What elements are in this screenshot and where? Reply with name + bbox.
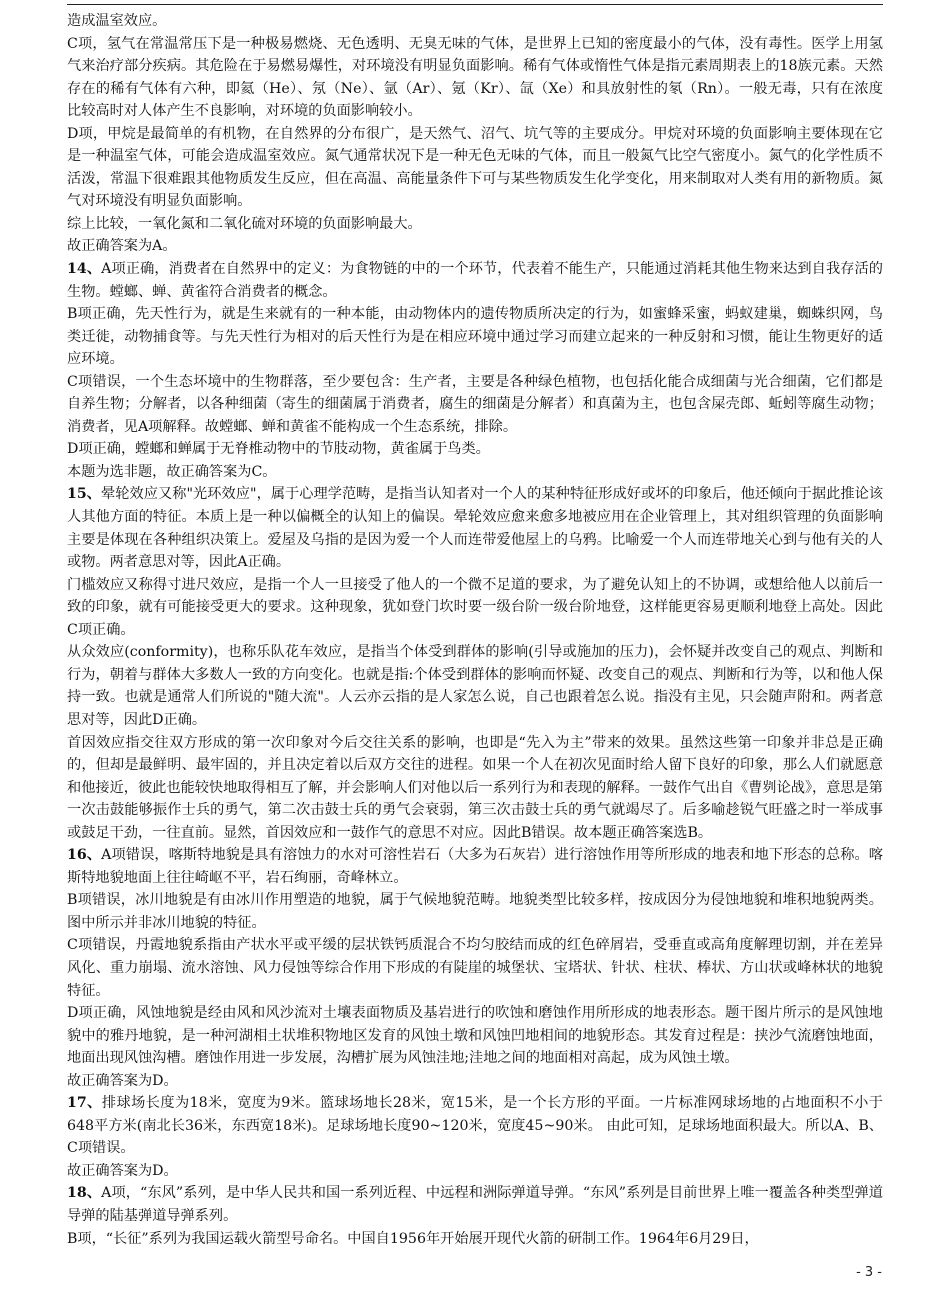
paragraph-text: 造成温室效应。 — [67, 13, 167, 29]
paragraph — [67, 574, 883, 642]
paragraph-text: 故正确答案为D。 — [67, 1072, 178, 1089]
document-body — [67, 10, 883, 1250]
paragraph-text: A项，“东风”系列，是中华人民共和国一系列近程、中远程和洲际弹道导弹。“东风”系列是目前世界上唯一覆盖各种类型弹道导弹的陆基弹道导弹系列。 — [67, 1185, 883, 1224]
paragraph — [67, 1228, 883, 1251]
page-number: - 3 - — [856, 1265, 882, 1280]
paragraph — [67, 123, 883, 213]
paragraph — [67, 371, 883, 439]
paragraph — [67, 483, 883, 573]
question-number: 18、 — [67, 1185, 102, 1202]
paragraph-text: D项正确，螳螂和蝉属于无脊椎动物中的节肢动物，黄雀属于鸟类。 — [67, 441, 490, 458]
paragraph — [67, 1092, 883, 1160]
paragraph — [67, 934, 883, 1002]
paragraph-text: 故正确答案为D。 — [67, 1162, 178, 1179]
paragraph-text: A项错误，喀斯特地貌是具有溶蚀力的水对可溶性岩石（大多为石灰岩）进行溶蚀作用等所形成的地表和地下形态的总称。喀斯特地貌地面上往往崎岖不平，岩石绚丽，奇峰林立。 — [67, 847, 883, 886]
paragraph — [67, 10, 883, 33]
question-number: 17、 — [67, 1095, 102, 1112]
paragraph — [67, 889, 883, 934]
paragraph-text: B项，“长征”系列为我国运载火箭型号命名。中国自1956年开始展开现代火箭的研制工作。1964年6月29日， — [67, 1230, 759, 1247]
paragraph-text: 综上比较，一氧化氮和二氧化硫对环境的负面影响最大。 — [67, 215, 422, 232]
paragraph — [67, 303, 883, 371]
paragraph-text: B项错误，冰川地貌是有由冰川作用塑造的地貌，属于气候地貌范畴。地貌类型比较多样，按成因分为侵蚀地貌和堆积地貌两类。图中所示并非冰川地貌的特征。 — [67, 892, 883, 931]
paragraph-text: A项正确，消费者在自然界中的定义：为食物链的中的一个环节，代表着不能生产，只能通过消耗其他生物来达到自我存活的生物。螳螂、蝉、黄雀符合消费者的概念。 — [67, 261, 883, 300]
paragraph-text: B项正确，先天性行为，就是生来就有的一种本能，由动物体内的遗传物质所决定的行为，如蜜蜂采蜜，蚂蚁建巢，蜘蛛织网，鸟类迁徙，动物捕食等。与先天性行为相对的后天性行为是在相应环境中通过学习而建立起来的一种反射和习惯，能让生物更好的适应环境。 — [67, 306, 883, 368]
paragraph — [67, 33, 883, 123]
paragraph — [67, 438, 883, 461]
paragraph-text: C项，氢气在常温常压下是一种极易燃烧、无色透明、无臭无味的气体，是世界上已知的密度最小的气体，没有毒性。医学上用氢气来治疗部分疾病。其危险在于易燃易爆性，对环境没有明显负面影响。稀有气体或惰性气体是指元素周期表上的18族元素。天然存在的稀有气体有六种，即氦（He）、氖（Ne）、氩（Ar）、氪（Kr）、氙（Xe）和具放射性的氡（Rn）。一般无毒，只有在浓度比较高时对人体产生不良影响，对环境的负面影响较小。 — [67, 35, 883, 120]
paragraph-text: 晕轮效应又称"光环效应"，属于心理学范畴，是指当认知者对一个人的某种特征形成好或坏的印象后，他还倾向于据此推论该人其他方面的特征。本质上是一种以偏概全的认知上的偏误。晕轮效应愈来愈多地被应用在企业管理上，其对组织管理的负面影响主要是体现在各种组织决策上。爱屋及乌指的是因为爱一个人而连带爱他屋上的乌鸦。比喻爱一个人而连带地关心到与他有关的人或物。两者意思对等，因此A正确。 — [67, 486, 884, 571]
paragraph-text: 首因效应指交往双方形成的第一次印象对今后交往关系的影响，也即是“先入为主”带来的效果。虽然这些第一印象并非总是正确的，但却是最鲜明、最牢固的，并且决定着以后双方交往的进程。如果一个人在初次见面时给人留下良好的印象，那么人们就愿意和他接近，彼此也能较快地取得相互了解，并会影响人们对他以后一系列行为和表现的解释。一鼓作气出自《曹刿论战》，意思是第一次击鼓能够振作士兵的勇气，第二次击鼓士兵的勇气会衰弱，第三次击鼓士兵的勇气就竭尽了。后多喻趁锐气旺盛之时一举成事或鼓足干劲，一往直前。显然，首因效应和一鼓作气的意思不对应。因此B错误。故本题正确答案选B。 — [67, 734, 883, 841]
paragraph — [67, 1160, 883, 1183]
paragraph-text: C项错误，一个生态坏境中的生物群落，至少要包含：生产者，主要是各种绿色植物，也包括化能合成细菌与光合细菌，它们都是自养生物；分解者，以各种细菌（寄生的细菌属于消费者，腐生的细菌是分解者）和真菌为主，也包含屎壳郎、蚯蚓等腐生动物；消费者，见A项解释。故螳螂、蝉和黄雀不能构成一个生态系统，排除。 — [67, 373, 883, 435]
paragraph-text: C项错误，丹霞地貌系指由产状水平或平缓的层状铁钙质混合不均匀胶结而成的红色碎屑岩，受垂直或高角度解理切割，并在差异风化、重力崩塌、流水溶蚀、风力侵蚀等综合作用下形成的有陡崖的城堡状、宝塔状、针状、柱状、棒状、方山状或峰林状的地貌特征。 — [67, 937, 883, 999]
paragraph — [67, 1182, 883, 1227]
paragraph — [67, 1070, 883, 1093]
paragraph-text: 本题为选非题，故正确答案为C。 — [67, 463, 277, 480]
paragraph-text: 排球场长度为18米，宽度为9米。篮球场地长28米，宽15米，是一个长方形的平面。一片标准网球场地的占地面积不小于648平方米(南北长36米，东西宽18米)。足球场地长度90~120米，宽度45~90米。 由此可知，足球场地面积最大。所以A、B、C项错误。 — [67, 1095, 883, 1157]
paragraph-text: D项正确，风蚀地貌是经由风和风沙流对土壤表面物质及基岩进行的吹蚀和磨蚀作用所形成的地表形态。题干图片所示的是风蚀地貌中的雅丹地貌，是一种河湖相土状堆积物地区发育的风蚀土墩和风蚀凹地相间的地貌形态。其发育过程是：挟沙气流磨蚀地面，地面出现风蚀沟槽。磨蚀作用进一步发展，沟槽扩展为风蚀洼地;洼地之间的地面相对高起，成为风蚀土墩。 — [67, 1005, 883, 1067]
paragraph — [67, 1002, 883, 1070]
paragraph-text: 门槛效应又称得寸进尺效应，是指一个人一旦接受了他人的一个微不足道的要求，为了避免认知上的不协调，或想给他人以前后一致的印象，就有可能接受更大的要求。这种现象，犹如登门坎时要一级台阶一级台阶地登，这样能更容易更顺利地登上高处。因此C项正确。 — [67, 576, 883, 638]
paragraph — [67, 213, 883, 236]
paragraph — [67, 844, 883, 889]
paragraph — [67, 641, 883, 731]
paragraph — [67, 235, 883, 258]
paragraph — [67, 461, 883, 484]
top-rule — [67, 4, 883, 5]
question-number: 16、 — [67, 847, 102, 864]
question-number: 14、 — [67, 261, 102, 278]
paragraph-text: D项，甲烷是最简单的有机物，在自然界的分布很广，是天然气、沼气、坑气等的主要成分。甲烷对环境的负面影响主要体现在它是一种温室气体，可能会造成温室效应。氮气通常状况下是一种无色无味的气体，而且一般氮气比空气密度小。氮气的化学性质不活泼，常温下很难跟其他物质发生反应，但在高温、高能量条件下可与某些物质发生化学变化，用来制取对人类有用的新物质。氮气对环境没有明显负面影响。 — [67, 125, 883, 210]
paragraph-text: 从众效应(conformity)，也称乐队花车效应，是指当个体受到群体的影响(引导或施加的压力)，会怀疑并改变自己的观点、判断和行为，朝着与群体大多数人一致的方向变化。也就是指:个体受到群体的影响而怀疑、改变自己的观点、判断和行为等，以和他人保持一致。也就是通常人们所说的"随大流"。人云亦云指的是人家怎么说，自己也跟着怎么说。指没有主见，只会随声附和。两者意思对等，因此D正确。 — [67, 644, 883, 728]
question-number: 15、 — [67, 486, 102, 503]
paragraph — [67, 732, 883, 845]
paragraph — [67, 258, 883, 303]
paragraph-text: 故正确答案为A。 — [67, 238, 177, 255]
